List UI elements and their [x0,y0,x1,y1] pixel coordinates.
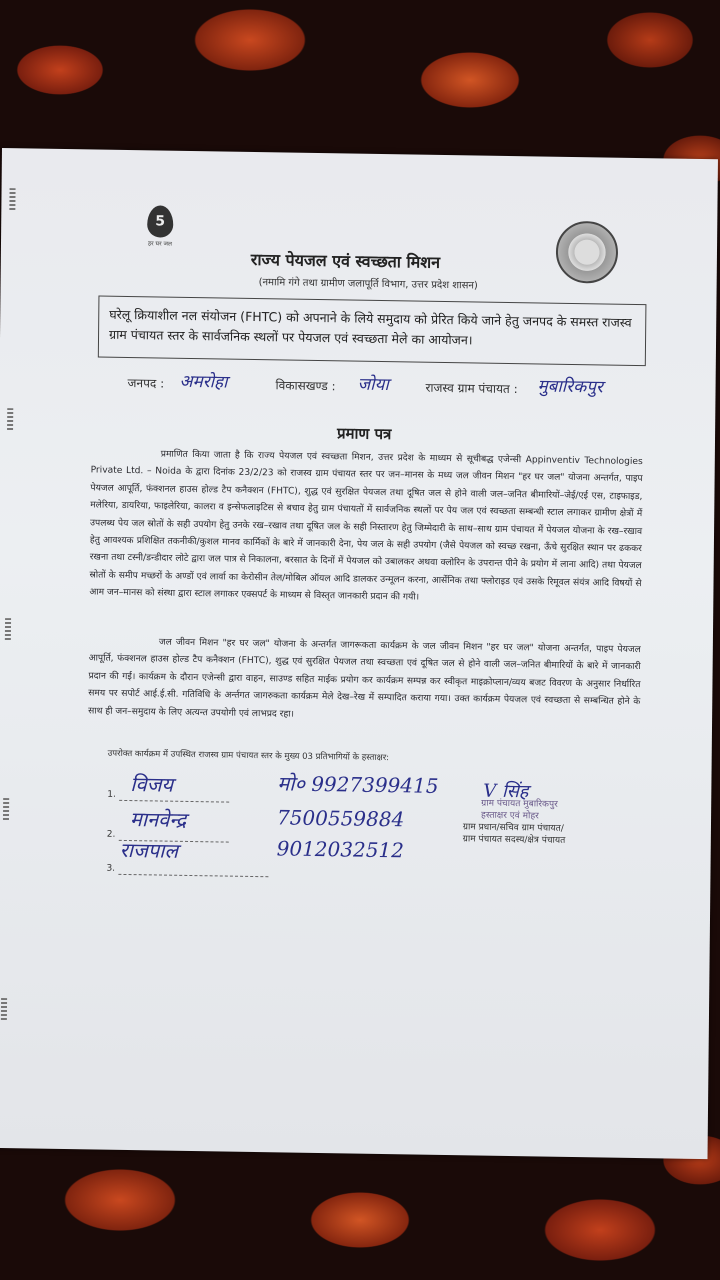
participant-mobile: मो० 9927399415 [277,771,439,798]
up-govt-seal-icon [556,221,619,284]
block-value: जोया [357,374,389,396]
participant-name: मानवेन्द्र [129,807,187,832]
binder-holes [2,148,718,159]
block-label: विकासखण्ड : [275,378,336,394]
paragraph-1 [89,445,643,610]
event-banner: घरेलू क्रियाशील नल संयोजन (FHTC) को अपनाने के लिये समुदाय को प्रेरित किये जाने हेतु जनपद के समस्त राजस्व ग्राम पंचायत स्तर के सार्वजनिक स्थलों पर पेयजल एवं स्वच्छता मेले का आयोजन। [98,296,647,367]
district-label: जनपद : [127,375,165,391]
district-value: अमरोहा [179,371,228,393]
panchayat-value: मुबारिकपुर [537,376,603,398]
participant-num: 2. [106,829,116,840]
paragraph-1-text: प्रमाणित किया जाता है कि राज्य पेयजल एवं स्वच्छता मिशन, उत्तर प्रदेश के माध्यम से सूचीबद्ध एजेन्सी Appinventiv Technologies Private Ltd. – Noida के द्वारा दिनांक 23/2/23 को राजस्व ग्राम पंचायत स्तर पर जन–मानस के मध्य जल जीवन मिशन "हर घर जल" योजना अन्तर्गत, पाइप पेयजल आपूर्ति, फंक्शनल हाउस होल्ड टैप कनैक्शन (FHTC), शुद्ध एवं सुरक्षित पेयजल तथा दूषित जल से होने वाली जल–जनित बीमारियों–जेई/एई एस, टाइफाइड, मलेरिया, डायरिया, फाइलेरिया, कालरा व इन्सेफलाइटिस से बचाव हेतु ग्राम पंचायतों में सार्वजनिक स्थलों पर पेय जल एवं स्वच्छता सम्बन्धी स्टाल लगाकर ग्रामीण क्षेत्रों में उपलब्ध पेय जल स्रोतों के सही उपयोग हेतु उनके रख–रखाव तथा दूषित जल के सही निस्तारण हेतु जिम्मेदारी के साथ–साथ ग्राम पंचायत में पेयजल योजना के रख–रखाव हेतु आवश्यक प्रशिक्षित तकनीकी/कुशल मानव कार्मिकों के बारे में जानकारी देना, पेय जल के सही उपयोग (जैसे पेयजल को स्वच्छ रखना, ऊँचे सुरक्षित स्थान पर ढककर रखना तथा टस्नी/डन्डीदार लोटे द्वारा जल पात्र से निकालना, बरसात के दिनों में पेयजल को उबालकर अथवा क्लोरिन के उपरान्त पीने के प्रयोग में लाना आदि) तथा पेयजल स्रोतों के समीप मच्छरों के अण्डों एवं लार्वा का केरोसीन तेल/मोबिल ऑयल आदि डालकर उन्मूलन करना, आर्सेनिक तथा फ्लोराइड एवं उसके रिमूवल संयंत्र आदि विषयों से आम जन–मानस को संस्था द्वारा स्टाल लगाकर एक्सपर्ट के माध्यम से विस्तृत जानकारी प्रदान की गयी। [89,449,643,603]
panchayat-seal: ग्राम पंचायत मुबारिकपुर [481,798,558,810]
authority-signature: V सिंह [483,780,529,803]
location-fields [127,371,648,398]
participant-num: 3. [106,863,116,874]
certificate-title: प्रमाण पत्र [336,424,392,444]
participant-mobile: 9012032512 [276,836,405,863]
jal-jeevan-logo [133,205,188,268]
page-subtitle: (नमामि गंगे तथा ग्रामीण जलापूर्ति विभाग, उत्तर प्रदेश शासन) [258,277,478,292]
participants-note: उपरोक्त कार्यक्रम में उपस्थित राजस्व ग्राम पंचायत स्तर के मुख्य 03 प्रतिभागियों के हस्ताक्षर: [107,748,390,764]
participant-name: राजपाल [119,837,179,863]
participant-num: 1. [107,789,116,800]
certificate-paper [0,148,718,1159]
paragraph-2-text: जल जीवन मिशन "हर घर जल" योजना के अन्तर्गत जागरूकता कार्यक्रम के जल जीवन मिशन "हर घर जल" योजना अन्तर्गत, पाइप पेयजल आपूर्ति, फंक्शनल हाउस होल्ड टैप कनैक्शन (FHTC), शुद्ध एवं सुरक्षित पेयजल तथा स्वच्छता एवं दूषित जल से होने वाली जल–जनित बीमारियों के बारे में जानकारी प्रदान की गई। कार्यक्रम के दौरान एजेन्सी द्वारा वाहन, साउण्ड सहित माईक प्रयोग कर कार्यक्रम सम्पन्न कर स्वीकृत माइक्रोप्लान/व्यय बजट विवरण के अनुसार निर्धारित समय पर सपोर्ट आई.ई.सी. गतिविधि के अर्न्तगत जागरुकता कार्यक्रम मेले देख–रेख में सम्पादित कराया गया। उक्त कार्यक्रम पेयजल एवं स्वच्छता से सम्बन्धित होने के साथ ही जन–समुदाय के लिए अत्यन्त उपयोगी एवं लाभप्रद रहा। [88,637,641,720]
page-title: राज्य पेयजल एवं स्वच्छता मिशन [250,249,441,272]
water-drop-icon [147,205,173,237]
authority-line-2: ग्राम पंचायत सदस्य/क्षेत्र पंचायत [462,834,566,846]
authority-block [462,780,614,847]
participant-mobile: 7500559884 [276,805,405,832]
logo-tagline: हर घर जल [147,240,173,248]
sign-label: हस्ताक्षर एवं मोहर [481,810,539,822]
panchayat-label: राजस्व ग्राम पंचायत : [425,380,518,397]
participant-name: विजय [130,772,174,797]
authority-line-1: ग्राम प्रधान/सचिव ग्राम पंचायत/ [462,822,564,834]
paragraph-2 [88,633,641,729]
